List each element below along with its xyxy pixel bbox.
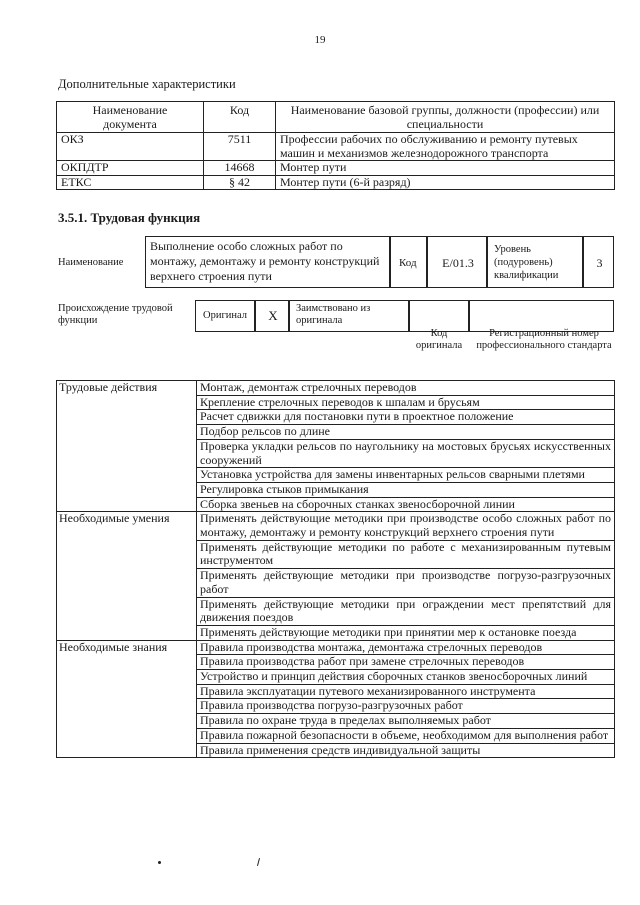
item-cell: Применять действующие методики при производстве особо сложных работ по монтажу, демонтажу и ремонту конструкций верхнего строения пути [197,512,615,540]
reg-number-label: Регистрационный номер профессионального стандарта [476,328,612,351]
table-row [57,381,615,396]
group-name-cell: Монтер пути [276,161,615,176]
item-cell: Установка устройства для замены инвентарных рельсов сварными плетями [197,468,615,483]
table-row [57,133,615,161]
item-cell: Расчет сдвижки для постановки пути в проектное положение [197,410,615,425]
header-group-name: Наименование базовой группы, должности (профессии) или специальности [276,102,615,133]
item-cell: Правила производства работ при замене стрелочных переводов [197,655,615,670]
additional-characteristics-table [56,101,615,190]
function-name-box [145,236,390,288]
item-cell: Проверка укладки рельсов по наугольнику на мостовых брусьях искусственных сооружений [197,439,615,467]
item-cell: Применять действующие методики при производстве погрузо-разгрузочных работ [197,569,615,597]
code-value-cell [427,236,487,288]
item-cell: Применять действующие методики при принятии мер к остановке поезда [197,625,615,640]
function-name-value: Выполнение особо сложных работ по монтажу, демонтажу и ремонту конструкций верхнего строения пути [150,239,380,283]
header-document-name: Наименование документа [57,102,204,133]
labor-function-details-table [56,380,615,758]
doc-name-cell: ОКПДТР [57,161,204,176]
table-header-row [57,102,615,133]
table-row [57,512,615,540]
page-number: 19 [314,34,326,46]
borrowed-label-cell [289,300,409,332]
code-label: Код [399,257,417,269]
header-code: Код [204,102,276,133]
table-row [57,640,615,655]
doc-name-cell: ОКЗ [57,133,204,161]
level-value-cell [583,236,614,288]
original-mark-cell [255,300,289,332]
scan-mark [257,858,260,866]
item-cell: Применять действующие методики по работе с механизированным путевым инструментом [197,540,615,568]
item-cell: Устройство и принцип действия сборочных станков звеносборочных линий [197,670,615,685]
table-row [57,161,615,176]
item-cell: Правила применения средств индивидуальной защиты [197,743,615,758]
additional-characteristics-heading: Дополнительные характеристики [58,77,236,91]
category-cell: Необходимые знания [57,640,197,758]
category-cell: Необходимые умения [57,512,197,640]
item-cell: Правила эксплуатации путевого механизированного инструмента [197,684,615,699]
level-label-cell [487,236,583,288]
item-cell: Применять действующие методики при ограждении мест препятствий для движения поездов [197,597,615,625]
item-cell: Крепление стрелочных переводов к шпалам и брусьям [197,395,615,410]
item-cell: Правила по охране труда в пределах выполняемых работ [197,714,615,729]
level-label: Уровень (подуровень) квалификации [494,244,559,281]
original-label: Оригинал [203,310,247,321]
item-cell: Сборка звеньев на сборочных станках звеносборочной линии [197,497,615,512]
item-cell: Правила производства погрузо-разгрузочных работ [197,699,615,714]
code-label-cell [390,236,427,288]
code-value: E/01.3 [442,256,474,270]
level-value: 3 [596,256,603,270]
item-cell: Регулировка стыков примыкания [197,482,615,497]
item-cell: Правила производства монтажа, демонтажа стрелочных переводов [197,640,615,655]
doc-name-cell: ЕТКС [57,175,204,190]
group-name-cell: Профессии рабочих по обслуживанию и ремонту путевых машин и механизмов железнодорожного транспорта [276,133,615,161]
code-cell: 7511 [204,133,276,161]
original-code-label: Код оригинала [415,328,463,351]
scan-mark [158,861,161,864]
category-cell: Трудовые действия [57,381,197,512]
table-row [57,175,615,190]
original-label-cell [195,300,255,332]
code-cell: § 42 [204,175,276,190]
item-cell: Правила пожарной безопасности в объеме, необходимом для выполнения работ [197,728,615,743]
group-name-cell: Монтер пути (6-й разряд) [276,175,615,190]
borrowed-label: Заимствовано из оригинала [296,303,371,326]
item-cell: Монтаж, демонтаж стрелочных переводов [197,381,615,396]
name-label: Наименование [58,257,124,268]
original-mark: X [268,308,278,323]
code-cell: 14668 [204,161,276,176]
labor-function-heading: 3.5.1. Трудовая функция [58,210,201,225]
origin-label: Происхождение трудовой функции [58,303,173,326]
item-cell: Подбор рельсов по длине [197,425,615,440]
